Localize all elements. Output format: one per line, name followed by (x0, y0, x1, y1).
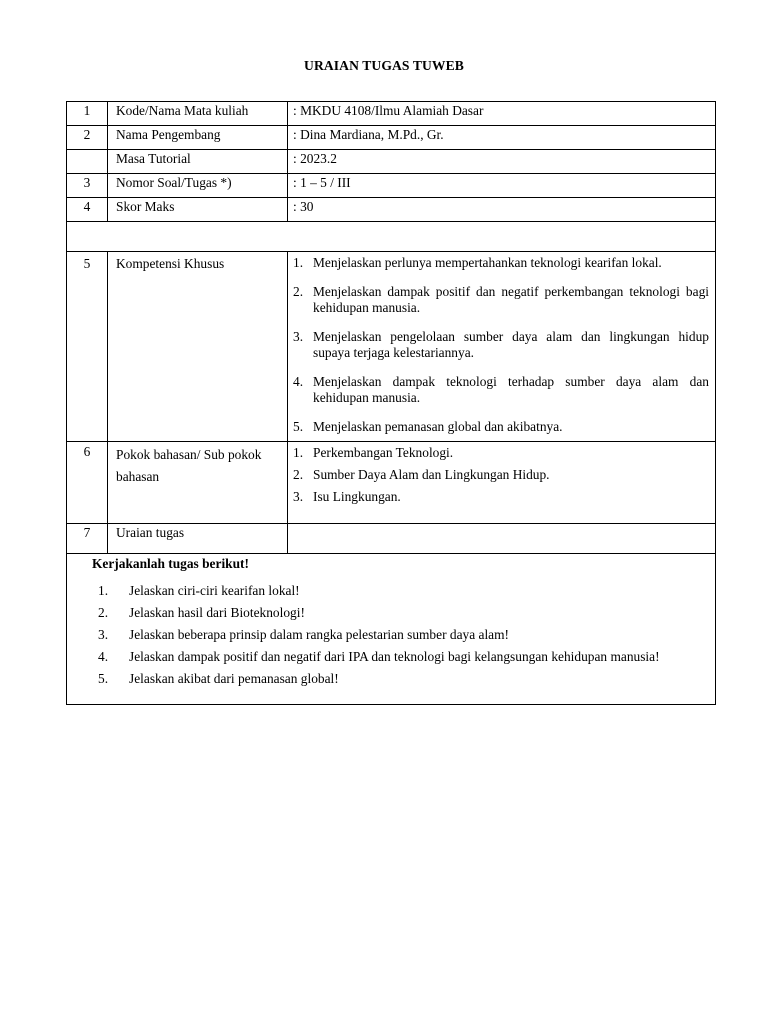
list-text: Menjelaskan perlunya mempertahankan teknologi kearifan lokal. (313, 255, 662, 270)
row-label (108, 442, 288, 524)
spacer-row (67, 222, 716, 252)
row-number: 1 (67, 102, 108, 126)
list-text: Perkembangan Teknologi. (313, 445, 454, 460)
list-item (293, 284, 709, 316)
uraian-row (67, 524, 716, 554)
table-row (67, 150, 716, 174)
row-number: 2 (67, 126, 108, 150)
row-number: 6 (67, 442, 108, 524)
list-number: 1. (293, 445, 304, 460)
list-item (293, 445, 709, 461)
tugas-list (67, 580, 715, 704)
row-value: : 1 – 5 / III (288, 174, 716, 198)
list-number: 2. (98, 605, 109, 620)
row-label: Masa Tutorial (108, 150, 288, 174)
list-number: 3. (293, 329, 304, 344)
row-number: 7 (67, 524, 108, 554)
label-line: bahasan (116, 469, 160, 484)
list-text: Sumber Daya Alam dan Lingkungan Hidup. (313, 467, 550, 482)
kompetensi-list-cell (288, 252, 716, 442)
list-text: Jelaskan dampak positif dan negatif dari IPA dan teknologi bagi kelangsungan kehidupan manusia! (129, 649, 660, 664)
list-item (67, 668, 701, 690)
list-text: Menjelaskan pemanasan global dan akibatnya. (313, 419, 563, 434)
label-line: Pokok bahasan/ Sub pokok (116, 447, 262, 462)
row-label: Kompetensi Khusus (108, 252, 288, 442)
table-row (67, 198, 716, 222)
list-text: Jelaskan akibat dari pemanasan global! (129, 671, 339, 686)
kompetensi-row (67, 252, 716, 442)
list-text: Menjelaskan dampak positif dan negatif perkembangan teknologi bagi kehidupan manusia. (313, 284, 709, 315)
pokok-list (293, 442, 709, 523)
list-item (293, 255, 709, 271)
table-row (67, 126, 716, 150)
kompetensi-list (293, 252, 709, 441)
list-text: Menjelaskan pengelolaan sumber daya alam dan lingkungan hidup supaya terjaga kelestariannya. (313, 329, 709, 360)
row-value (288, 524, 716, 554)
spacer-cell (67, 222, 716, 252)
list-number: 4. (293, 374, 304, 389)
row-number: 3 (67, 174, 108, 198)
list-item (293, 374, 709, 406)
row-number: 5 (67, 252, 108, 442)
row-value: : 2023.2 (288, 150, 716, 174)
list-number: 2. (293, 284, 304, 299)
list-text: Menjelaskan dampak teknologi terhadap sumber daya alam dan kehidupan manusia. (313, 374, 709, 405)
list-item (67, 624, 701, 646)
row-number: 4 (67, 198, 108, 222)
table-row (67, 102, 716, 126)
row-label: Kode/Nama Mata kuliah (108, 102, 288, 126)
list-number: 5. (98, 671, 109, 686)
row-number (67, 150, 108, 174)
task-table (66, 101, 716, 705)
list-text: Jelaskan beberapa prinsip dalam rangka pelestarian sumber daya alam! (129, 627, 509, 642)
list-item (293, 329, 709, 361)
row-label: Nomor Soal/Tugas *) (108, 174, 288, 198)
list-item (67, 602, 701, 624)
list-number: 3. (293, 489, 304, 504)
tugas-cell (67, 554, 716, 705)
list-item (293, 419, 709, 435)
list-text: Jelaskan ciri-ciri kearifan lokal! (129, 583, 300, 598)
pokok-list-cell (288, 442, 716, 524)
list-number: 1. (293, 255, 304, 270)
list-number: 3. (98, 627, 109, 642)
pokok-row (67, 442, 716, 524)
list-number: 5. (293, 419, 304, 434)
list-number: 2. (293, 467, 304, 482)
list-item (293, 467, 709, 483)
tugas-heading: Kerjakanlah tugas berikut! (92, 556, 249, 571)
list-number: 4. (98, 649, 109, 664)
document-title: URAIAN TUGAS TUWEB (304, 58, 464, 73)
tugas-row (67, 554, 716, 705)
list-text: Isu Lingkungan. (313, 489, 401, 504)
row-value: : Dina Mardiana, M.Pd., Gr. (288, 126, 716, 150)
list-item (293, 489, 709, 505)
row-label: Nama Pengembang (108, 126, 288, 150)
list-number: 1. (98, 583, 109, 598)
row-label: Uraian tugas (108, 524, 288, 554)
list-item (67, 580, 701, 602)
row-value: : 30 (288, 198, 716, 222)
list-text: Jelaskan hasil dari Bioteknologi! (129, 605, 305, 620)
row-label: Skor Maks (108, 198, 288, 222)
list-item (67, 646, 701, 668)
table-row (67, 174, 716, 198)
row-value: : MKDU 4108/Ilmu Alamiah Dasar (288, 102, 716, 126)
